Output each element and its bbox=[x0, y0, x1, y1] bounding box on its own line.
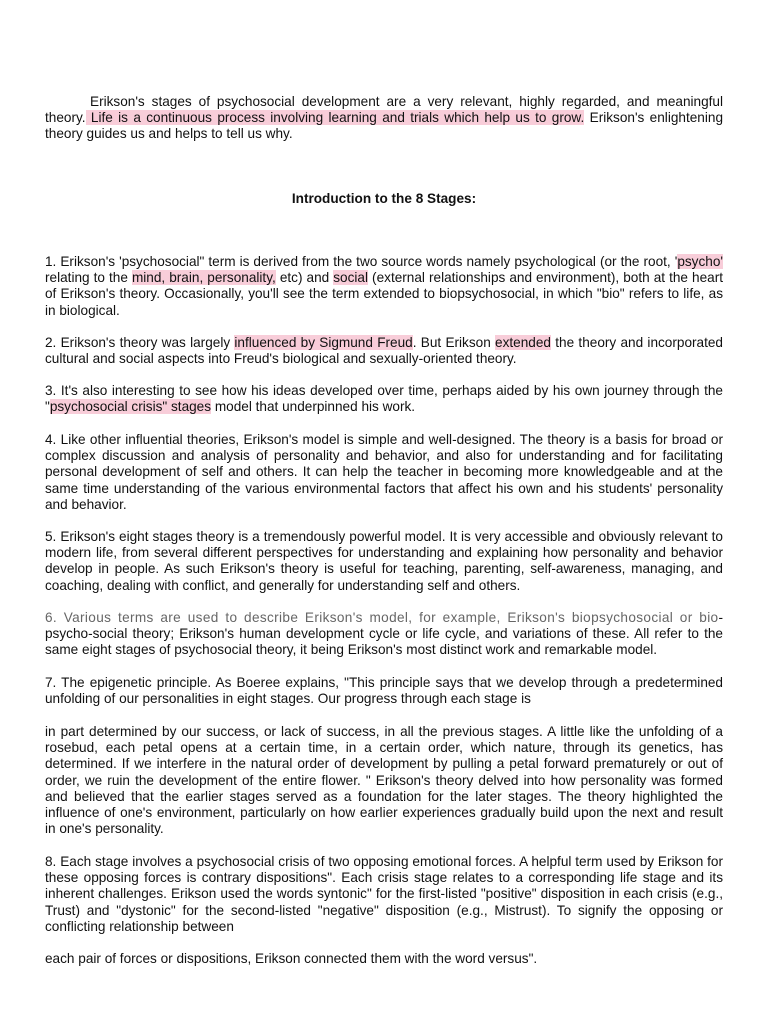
p1-text-4: (external relationships and environment), both at the heart of Erikson's theory. Occasionally, you'll see the term extended to biopsychosocial, in which "bio" refers to life, as in biological. bbox=[45, 270, 724, 318]
p6-text-1: -psycho-social theory; Erikson's human development cycle or life cycle, and variations of these. All refer to the same eight stages of psychosocial theory, it being Erikson's most distinct work and remarkable model. bbox=[45, 610, 723, 658]
p2-text-3: the theory and incorporated cultural and social aspects into Freud's biological and sexually-oriented theory. bbox=[45, 335, 723, 367]
p1-text-1: 1. Erikson's 'psychosocial" term is derived from the two source words namely psychological (or the root, ' bbox=[45, 254, 678, 269]
paragraph-7-part-b: in part determined by our success, or lack of success, in all the previous stages. A little like the unfolding of a rosebud, each petal opens at a certain time, in a certain order, which nature, through its genetics, has determined. If we interfere in the natural order of development by pulling a petal forward prematurely or out of order, we ruin the development of the entire flower. " Erikson's theory delved into how personality was formed and believed that the earlier stages served as a foundation for the later stages. The theory highlighted the influence of one's environment, particularly on how earlier experiences gradually build upon the next and result in one's personality. bbox=[45, 724, 723, 837]
paragraph-8-part-b: each pair of forces or dispositions, Erikson connected them with the word versus". bbox=[45, 951, 538, 966]
p2-highlight-1: influenced by Sigmund Freud bbox=[234, 335, 413, 350]
p3-text-1: 3. It's also interesting to see how his ideas developed over time, perhaps aided by his own journey through the " bbox=[45, 383, 723, 415]
section-heading: Introduction to the 8 Stages: bbox=[291, 191, 477, 206]
p2-text-2: . But Erikson bbox=[412, 335, 496, 350]
paragraph-5: 5. Erikson's eight stages theory is a tremendously powerful model. It is very accessible and obviously relevant to modern life, from several different perspectives for understanding and explaining how personality and behavior develop in people. As such Erikson's theory is useful for teaching, parenting, self-awareness, managing, and coaching, dealing with conflict, and generally for understanding self and others. bbox=[45, 529, 723, 593]
intro-text-2: Erikson's enlightening theory guides us and helps to tell us why. bbox=[45, 110, 724, 142]
p2-highlight-2: extended bbox=[495, 335, 551, 350]
paragraph-1 bbox=[45, 254, 723, 319]
p1-highlight-2: mind, brain, personality, bbox=[131, 270, 276, 286]
p3-highlight-1: psychosocial crisis" stages bbox=[49, 399, 212, 415]
p1-highlight-1: psycho' bbox=[677, 254, 723, 269]
intro-paragraph bbox=[45, 94, 723, 143]
p1-text-2: relating to the bbox=[45, 270, 132, 286]
p3-text-2: model that underpinned his work. bbox=[211, 399, 416, 415]
paragraph-3 bbox=[45, 383, 723, 415]
paragraph-4: 4. Like other influential theories, Erikson's model is simple and well-designed. The theory is a basis for broad or complex discussion and analysis of personality and behavior, and also for understanding and for facilitating personal development of self and others. It can help the teacher in becoming more knowledgeable and at the same time understanding of the various environmental factors that affect his own and his students' personality and behavior. bbox=[45, 432, 723, 512]
p1-text-3: etc) and bbox=[275, 270, 334, 286]
p6-gray-text: 6. Various terms are used to describe Erikson's model, for example, Erikson's biopsychosocial or bio bbox=[45, 610, 719, 625]
p1-highlight-3: social bbox=[333, 270, 369, 286]
paragraph-6 bbox=[45, 610, 723, 659]
intro-text-1: Erikson's stages of psychosocial development are a very relevant, highly regarded, and meaningful theory. bbox=[45, 94, 723, 126]
paragraph-8-part-a: 8. Each stage involves a psychosocial crisis of two opposing emotional forces. A helpful term used by Erikson for these opposing forces is contrary dispositions". Each crisis stage relates to a corresponding life stage and its inherent challenges. Erikson used the words syntonic" for the first-listed "positive" disposition in each crisis (e.g., Trust) and "dystonic" for the second-listed "negative" disposition (e.g., Mistrust). To signify the opposing or conflicting relationship between bbox=[45, 854, 723, 934]
paragraph-7-part-a: 7. The epigenetic principle. As Boeree explains, "This principle says that we develop through a predetermined unfolding of our personalities in eight stages. Our progress through each stage is bbox=[45, 675, 723, 707]
paragraph-2 bbox=[45, 335, 723, 367]
intro-highlight: Life is a continuous process involving learning and trials which help us to grow. bbox=[85, 110, 585, 126]
p2-text-1: 2. Erikson's theory was largely bbox=[45, 335, 235, 350]
